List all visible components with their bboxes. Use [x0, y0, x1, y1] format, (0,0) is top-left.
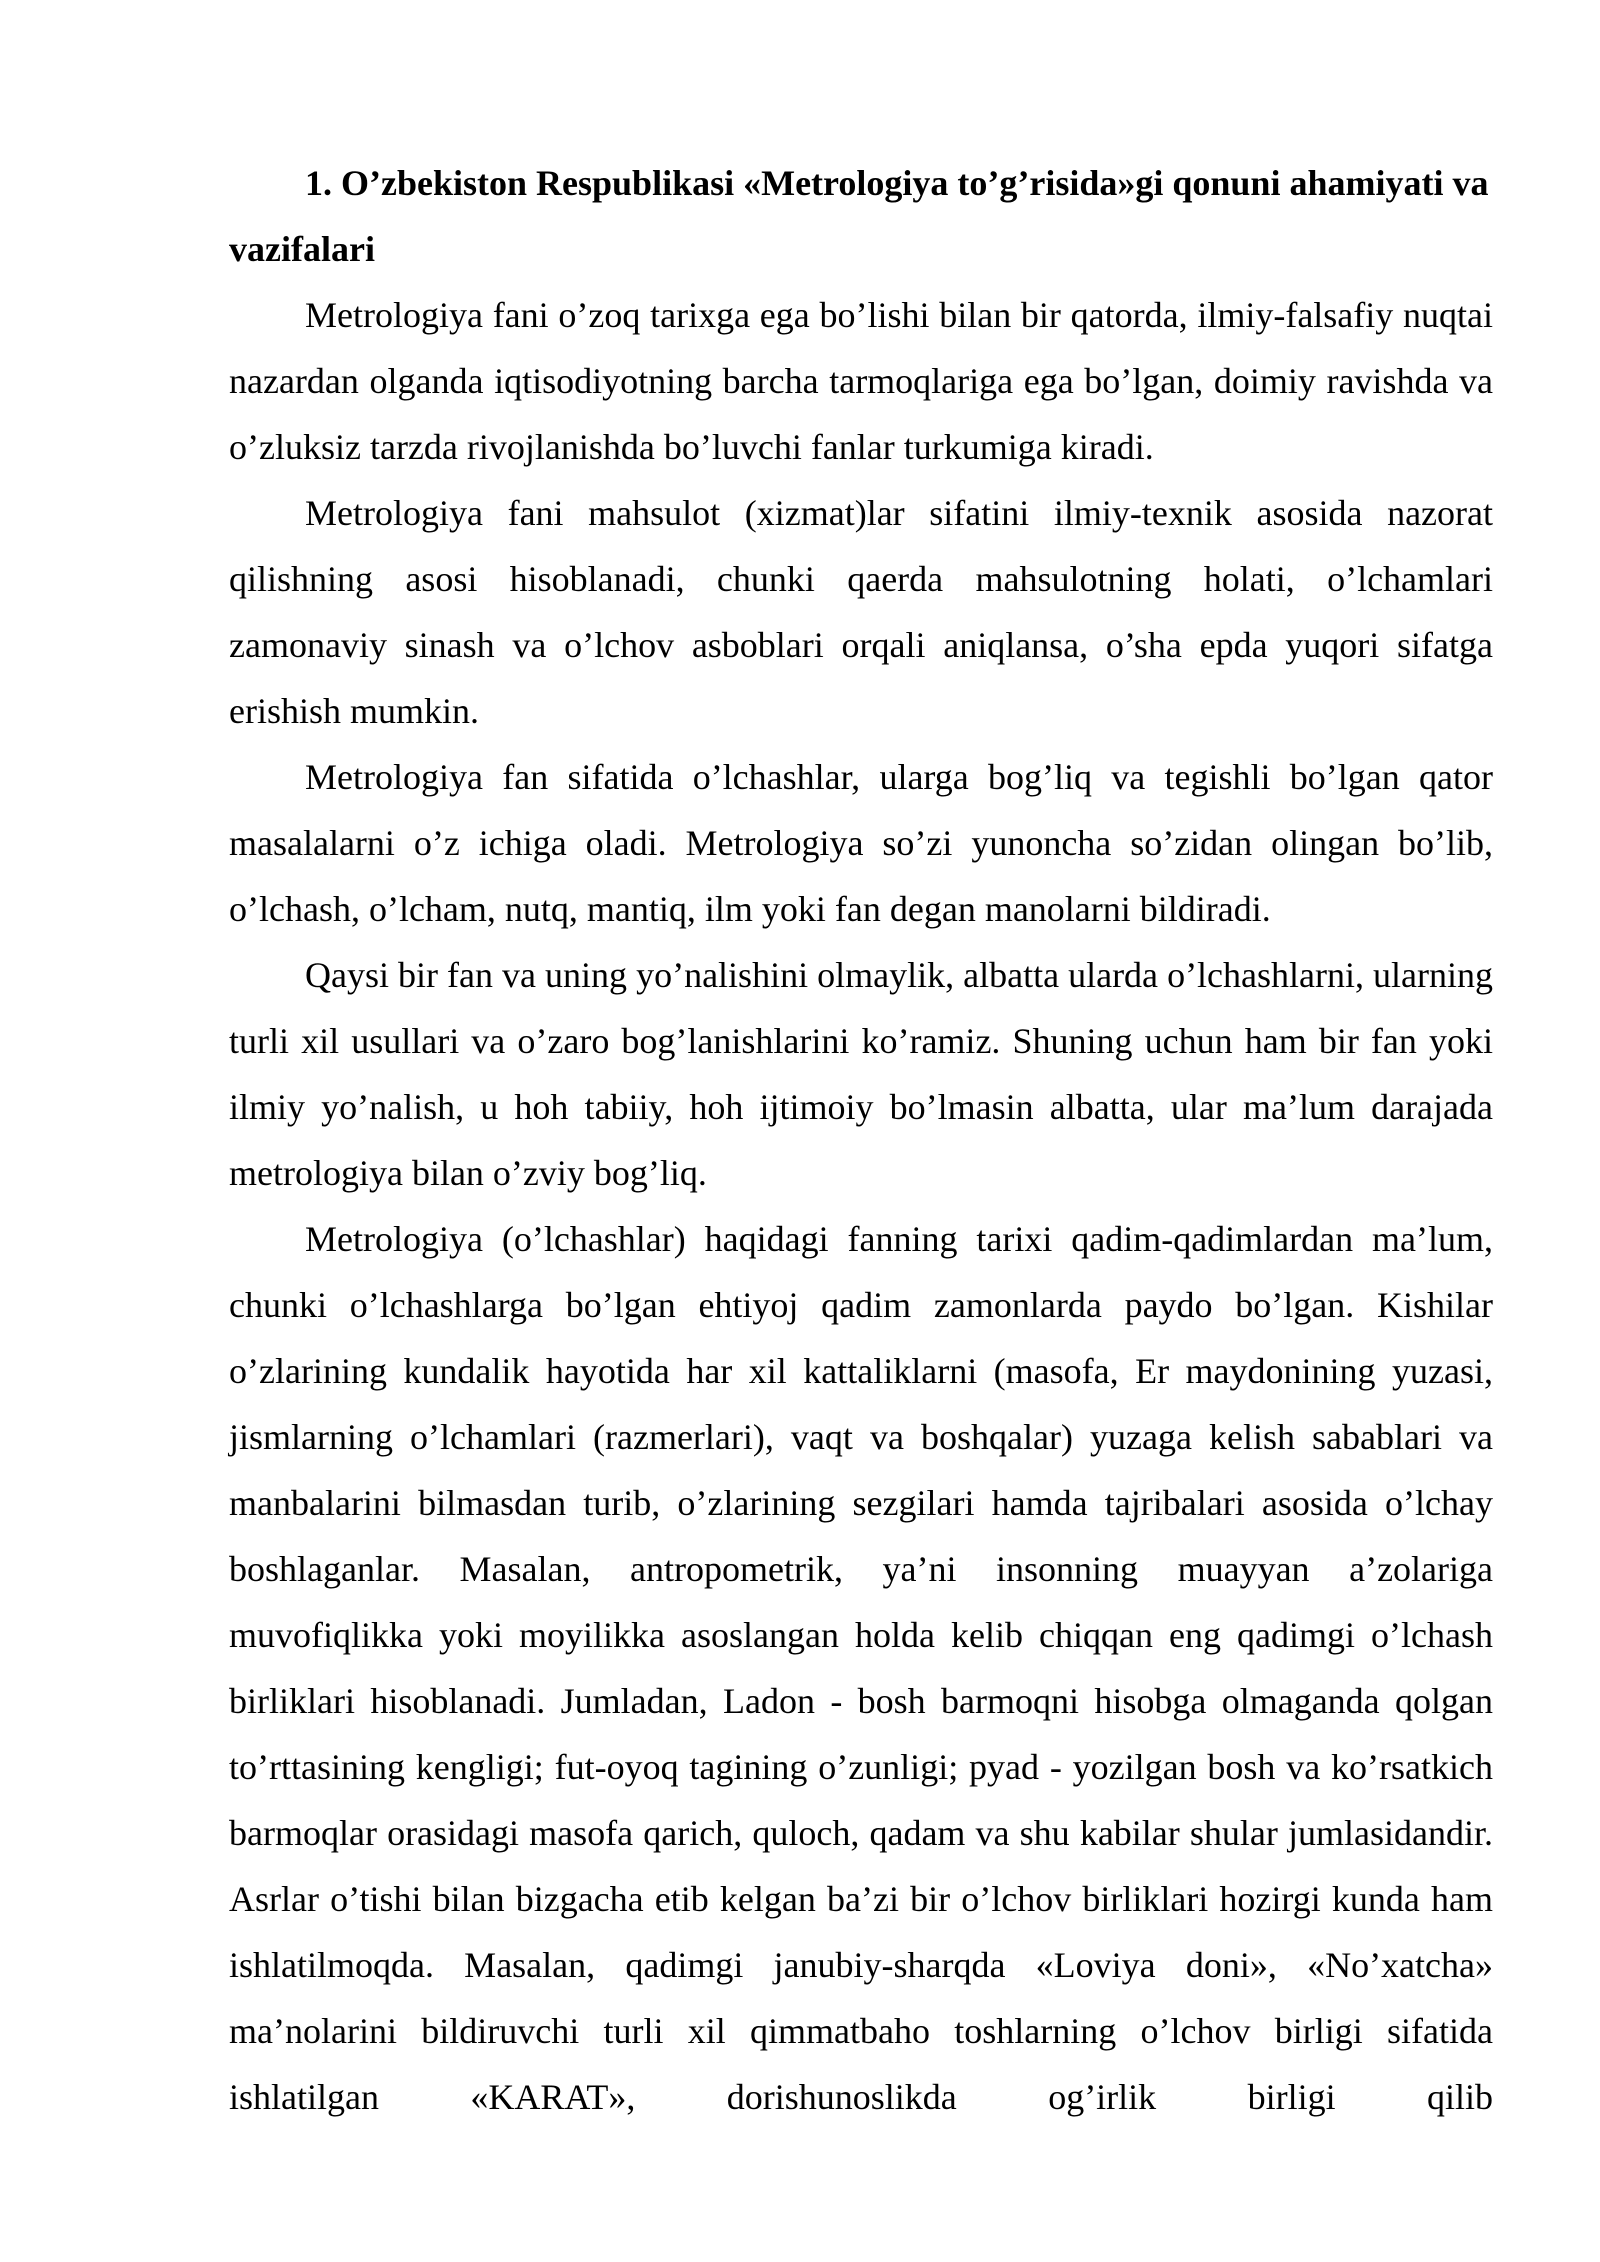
paragraph: Qaysi bir fan va uning yo’nalishini olmaylik, albatta ularda o’lchashlarni, ularning turli xil usullari va o’zaro bog’lanishlarini ko’ramiz. Shuning uchun ham bir fan yoki ilmiy yo’nalish, u hoh tabiiy, hoh ijtimoiy bo’lmasin albatta, ular ma’lum darajada metrologiya bilan o’zviy bog’liq.	[229, 955, 1493, 1193]
paragraph: Metrologiya (o’lchashlar) haqidagi fanning tarixi qadim-qadimlardan ma’lum, chunki o’lchashlarga bo’lgan ehtiyoj qadim zamonlarda paydo bo’lgan. Kishilar o’zlarining kundalik hayotida har xil kattaliklarni (masofa, Er maydonining yuzasi, jismlarning o’lchamlari (razmerlari), vaqt va boshqalar) yuzaga kelish sabablari va manbalarini bilmasdan turib, o’zlarining sezgilari hamda tajribalari asosida o’lchay boshlaganlar. Masalan, antropometrik, ya’ni insonning muayyan a’zolariga muvofiqlikka yoki moyilikka asoslangan holda kelib chiqqan eng qadimgi o’lchash birliklari hisoblanadi. Jumladan, Ladon - bosh barmoqni hisobga olmaganda qolgan to’rttasining kengligi; fut-oyoq tagining o’zunligi; pyad - yozilgan bosh va ko’rsatkich barmoqlar orasidagi masofa qarich, quloch, qadam va shu kabilar shular jumlasidandir. Asrlar o’tishi bilan bizgacha etib kelgan ba’zi bir o’lchov birliklari hozirgi kunda ham ishlatilmoqda. Masalan, qadimgi janubiy-sharqda «Loviya doni», «No’xatcha» ma’nolarini bildiruvchi turli xil qimmatbaho toshlarning o’lchov birligi sifatida ishlatilgan «KARAT», dorishunoslikda og’irlik birligi qilib	[229, 1219, 1493, 2117]
paragraph: Metrologiya fani mahsulot (xizmat)lar sifatini ilmiy-texnik asosida nazorat qilishning asosi hisoblanadi, chunki qaerda mahsulotning holati, o’lchamlari zamonaviy sinash va o’lchov asboblari orqali aniqlansa, o’sha epda yuqori sifatga erishish mumkin.	[229, 493, 1493, 731]
paragraph: Metrologiya fani o’zoq tarixga ega bo’lishi bilan bir qatorda, ilmiy-falsafiy nuqtai nazardan olganda iqtisodiyotning barcha tarmoqlariga ega bo’lgan, doimiy ravishda va o’zluksiz tarzda rivojlanishda bo’luvchi fanlar turkumiga kiradi.	[229, 295, 1493, 467]
section-heading: 1. O’zbekiston Respublikasi «Metrologiya to’g’risida»gi qonuni ahamiyati va vazifalari	[229, 163, 1489, 269]
document-page	[229, 150, 1493, 2130]
paragraph: Metrologiya fan sifatida o’lchashlar, ularga bog’liq va tegishli bo’lgan qator masalalarni o’z ichiga oladi. Metrologiya so’zi yunoncha so’zidan olingan bo’lib, o’lchash, o’lcham, nutq, mantiq, ilm yoki fan degan manolarni bildiradi.	[229, 757, 1493, 929]
